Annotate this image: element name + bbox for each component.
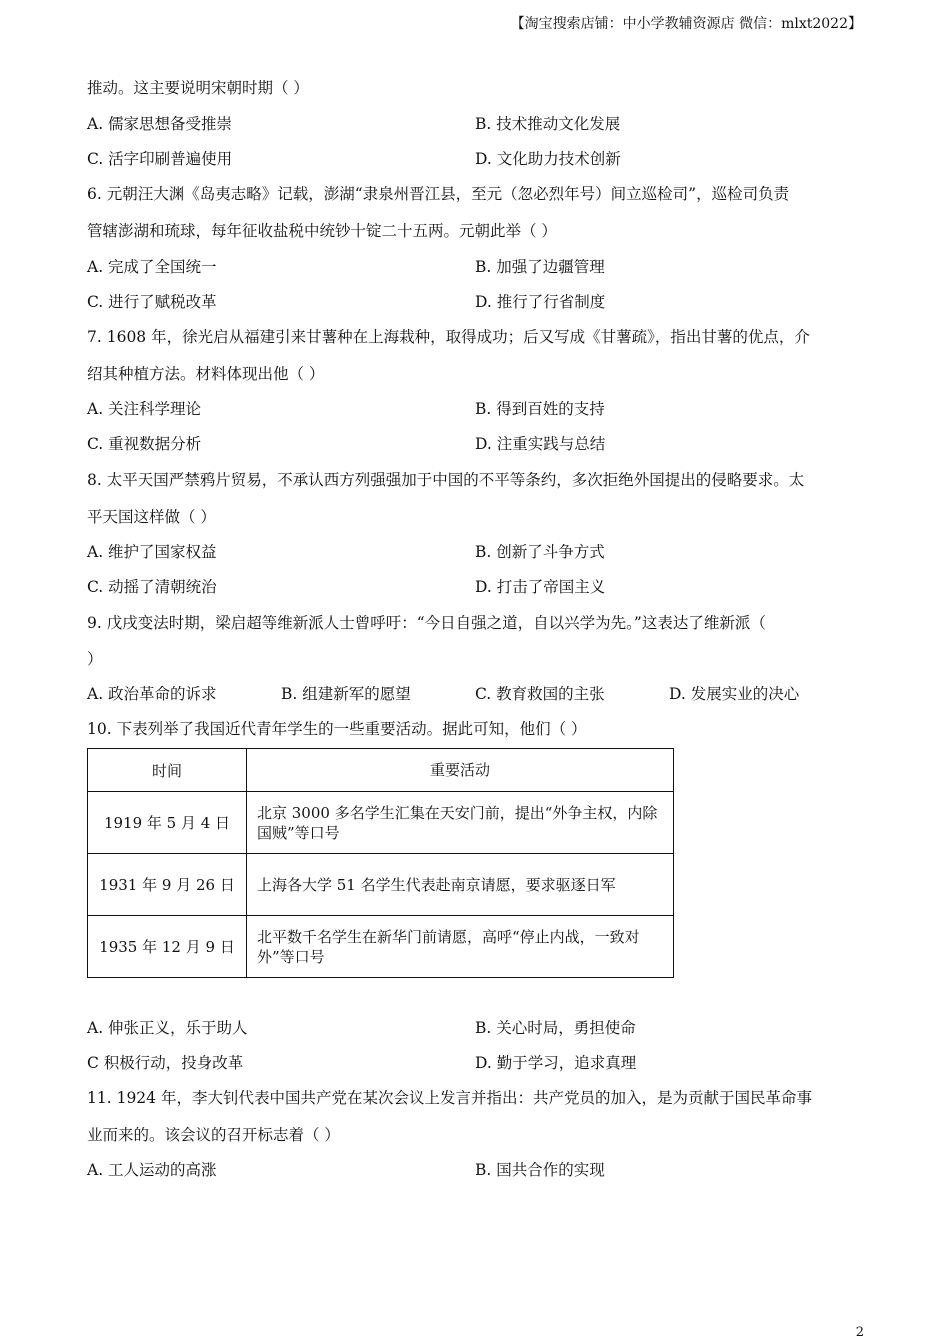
q6-stem-line2: 管辖澎湖和琉球，每年征收盐税中统钞十锭二十五两。元朝此举（ ） <box>87 222 557 240</box>
q10-option-c: C 积极行动，投身改革 <box>87 1054 244 1072</box>
row-activity: 上海各大学 51 名学生代表赴南京请愿，要求驱逐日军 <box>247 854 674 916</box>
q5-option-a: A. 儒家思想备受推崇 <box>87 115 233 133</box>
page-header: 【淘宝搜索店铺：中小学教辅资源店 微信：mlxt2022】 <box>510 16 862 32</box>
table-header-row <box>88 749 674 792</box>
q8-option-b: B. 创新了斗争方式 <box>475 543 605 561</box>
q10-option-b: B. 关心时局，勇担使命 <box>475 1019 636 1037</box>
q7-option-c: C. 重视数据分析 <box>87 435 202 453</box>
q5-option-b: B. 技术推动文化发展 <box>475 115 621 133</box>
table-row <box>88 916 674 978</box>
row-date: 1931 年 9 月 26 日 <box>88 854 247 916</box>
q11-stem-line1: 11. 1924 年，李大钊代表中国共产党在某次会议上发言并指出：共产党员的加入，是为贡献于国民革命事 <box>87 1089 812 1107</box>
q8-option-c: C. 动摇了清朝统治 <box>87 578 217 596</box>
q10-option-a: A. 伸张正义，乐于助人 <box>87 1019 248 1037</box>
q9-stem-line1: 9. 戊戌变法时期，梁启超等维新派人士曾呼吁：“今日自强之道，自以兴学为先。”这表达了维新派（ <box>87 614 766 632</box>
row-activity: 北平数千名学生在新华门前请愿，高呼“停止内战，一致对外”等口号 <box>247 916 674 978</box>
q10-option-d: D. 勤于学习，追求真理 <box>475 1054 637 1072</box>
activities-table <box>87 748 674 978</box>
q7-option-b: B. 得到百姓的支持 <box>475 400 605 418</box>
row-date: 1919 年 5 月 4 日 <box>88 792 247 854</box>
q11-option-a: A. 工人运动的高涨 <box>87 1161 217 1179</box>
q8-option-d: D. 打击了帝国主义 <box>475 578 606 596</box>
table-row <box>88 854 674 916</box>
q11-option-b: B. 国共合作的实现 <box>475 1161 605 1179</box>
q7-option-d: D. 注重实践与总结 <box>475 435 606 453</box>
q5-stem-continuation: 推动。这主要说明宋朝时期（ ） <box>87 79 309 97</box>
q9-option-a: A. 政治革命的诉求 <box>87 685 217 703</box>
q8-stem-line1: 8. 太平天国严禁鸦片贸易，不承认西方列强强加于中国的不平等条约，多次拒绝外国提出的侵略要求。太 <box>87 471 805 489</box>
q5-option-c: C. 活字印刷普遍使用 <box>87 150 233 168</box>
q5-option-d: D. 文化助力技术创新 <box>475 150 621 168</box>
row-activity: 北京 3000 多名学生汇集在天安门前，提出“外争主权，内除国贼”等口号 <box>247 792 674 854</box>
q8-option-a: A. 维护了国家权益 <box>87 543 217 561</box>
q7-option-a: A. 关注科学理论 <box>87 400 202 418</box>
table-row <box>88 792 674 854</box>
q9-option-c: C. 教育救国的主张 <box>475 685 605 703</box>
q9-stem-line2: ） <box>87 650 103 668</box>
q6-option-c: C. 进行了赋税改革 <box>87 293 217 311</box>
q6-option-a: A. 完成了全国统一 <box>87 258 217 276</box>
q7-stem-line2: 绍其种植方法。材料体现出他（ ） <box>87 365 325 383</box>
q8-stem-line2: 平天国这样做（ ） <box>87 508 216 526</box>
q11-stem-line2: 业而来的。该会议的召开标志着（ ） <box>87 1126 340 1144</box>
q6-option-d: D. 推行了行省制度 <box>475 293 606 311</box>
q6-option-b: B. 加强了边疆管理 <box>475 258 605 276</box>
q9-option-d: D. 发展实业的决心 <box>669 685 800 703</box>
header-time: 时间 <box>88 749 247 792</box>
q9-option-b: B. 组建新军的愿望 <box>281 685 411 703</box>
q6-stem-line1: 6. 元朝汪大渊《岛夷志略》记载，澎湖“隶泉州晋江县，至元（忽必烈年号）间立巡检司”，巡检司负责 <box>87 185 790 203</box>
header-activity: 重要活动 <box>247 749 674 792</box>
q10-stem: 10. 下表列举了我国近代青年学生的一些重要活动。据此可知，他们（ ） <box>87 720 587 738</box>
page-number: 2 <box>855 1325 864 1340</box>
row-date: 1935 年 12 月 9 日 <box>88 916 247 978</box>
q7-stem-line1: 7. 1608 年，徐光启从福建引来甘薯种在上海栽种，取得成功；后又写成《甘薯疏》，指出甘薯的优点，介 <box>87 328 810 346</box>
